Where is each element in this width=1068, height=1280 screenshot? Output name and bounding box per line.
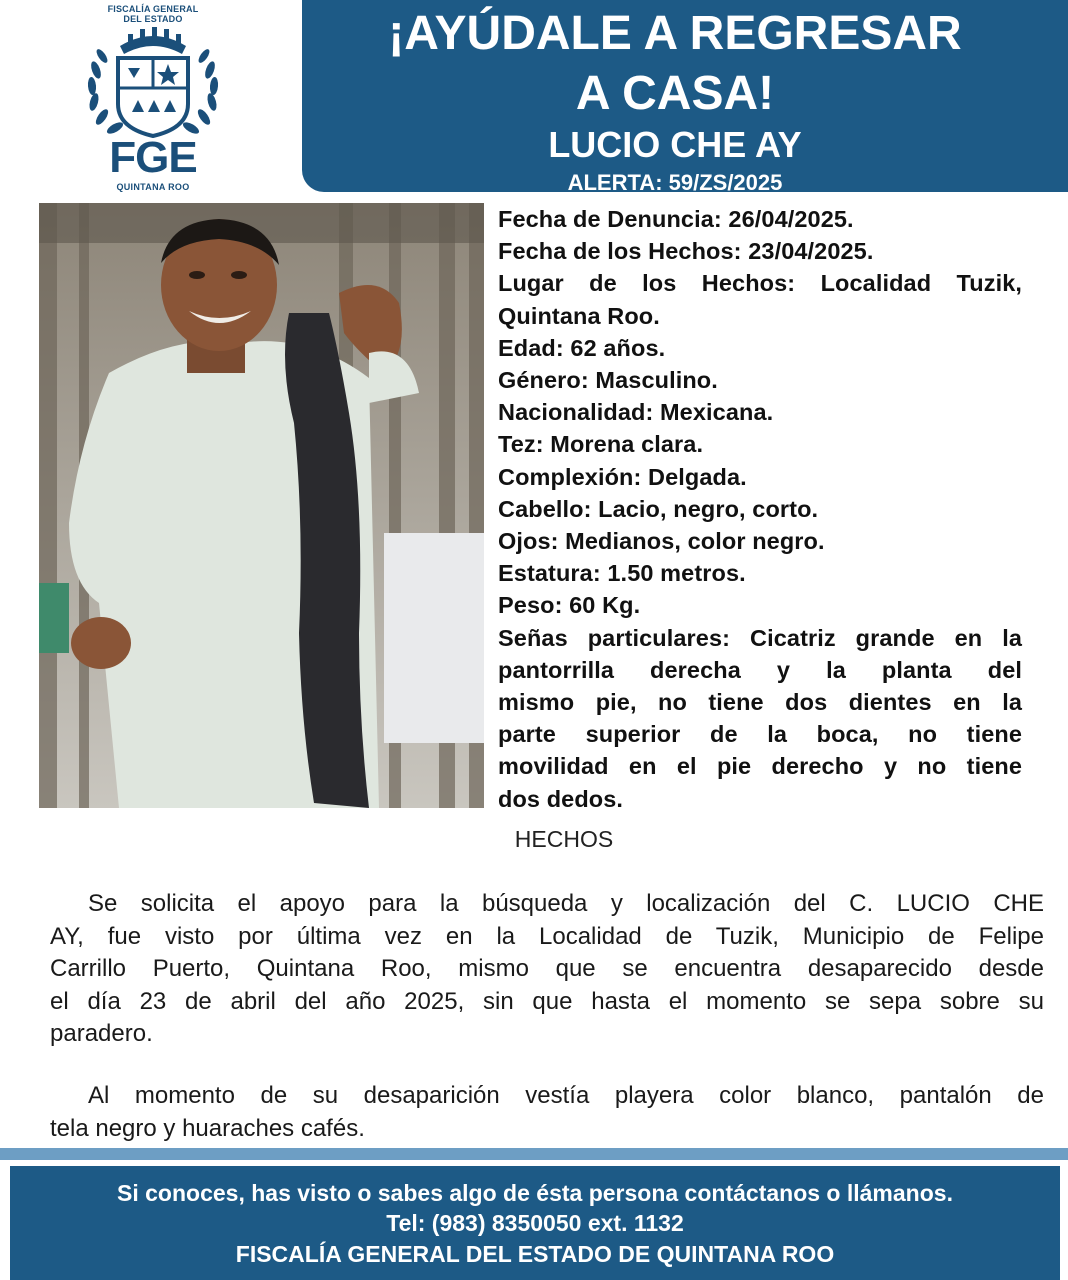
person-details [498, 203, 1022, 815]
missing-person-photo [39, 203, 484, 808]
detail-senas-line3: mismo pie, no tiene dos dientes en la [498, 689, 1022, 716]
logo-top-line1: FISCALÍA GENERAL [107, 4, 199, 14]
detail-fecha-denuncia: Fecha de Denuncia: 26/04/2025. [498, 206, 854, 232]
detail-fecha-hechos: Fecha de los Hechos: 23/04/2025. [498, 238, 874, 265]
fge-logo [62, 0, 244, 196]
detail-peso: Peso: 60 Kg. [498, 592, 641, 619]
detail-senas-line6: dos dedos. [498, 785, 624, 812]
alert-number: ALERTA: 59/ZS/2025 [567, 170, 783, 192]
detail-estatura: Estatura: 1.50 metros. [498, 560, 746, 587]
detail-ojos: Ojos: Medianos, color negro. [498, 528, 825, 555]
hechos-p1-line2: AY, fue visto por última vez en la Localidad de Tuzik, Municipio de Felipe [50, 922, 1044, 950]
missing-person-name: LUCIO CHE AY [548, 124, 802, 165]
footer-call-to-action: Si conoces, has visto o sabes algo de ésta persona contáctanos o llámanos. [117, 1180, 953, 1206]
footer-agency-name: FISCALÍA GENERAL DEL ESTADO DE QUINTANA ROO [235, 1241, 835, 1267]
hechos-p1-line4: el día 23 de abril del año 2025, sin que hasta el momento se sepa sobre su [50, 987, 1044, 1015]
footer-phone: Tel: (983) 8350050 ext. 1132 [386, 1210, 684, 1236]
detail-lugar-line2: Quintana Roo. [498, 302, 660, 329]
detail-tez: Tez: Morena clara. [498, 431, 704, 458]
coat-of-arms-icon [82, 24, 224, 142]
hechos-paragraph-2 [50, 1080, 1044, 1145]
hechos-p1-line3: Carrillo Puerto, Quintana Roo, mismo que se encuentra desaparecido desde [50, 955, 1044, 982]
detail-genero: Género: Masculino. [498, 367, 718, 394]
logo-top-text [62, 4, 244, 24]
detail-lugar-line1: Lugar de los Hechos: Localidad Tuzik, [498, 270, 1022, 297]
detail-senas-line2: pantorrilla derecha y la planta del [498, 656, 1022, 683]
hechos-p1-line5: paradero. [50, 1020, 153, 1047]
hechos-p2-line1: Al momento de su desaparición vestía playera color blanco, pantalón de [88, 1082, 1044, 1109]
detail-complexion: Complexión: Delgada. [498, 463, 747, 490]
header-banner [302, 0, 1068, 192]
logo-top-line2: DEL ESTADO [123, 14, 183, 24]
hechos-p2-line2: tela negro y huaraches cafés. [50, 1114, 365, 1142]
detail-cabello: Cabello: Lacio, negro, corto. [498, 495, 819, 522]
contact-footer [10, 1166, 1060, 1280]
logo-acronym: FGE [109, 133, 197, 182]
headline-line2: A CASA! [575, 67, 775, 120]
detail-senas-line4: parte superior de la boca, no tiene [498, 721, 1022, 748]
hechos-paragraph-1 [50, 888, 1044, 1051]
detail-senas-line5: movilidad en el pie derecho y no tiene [498, 753, 1022, 780]
detail-senas-line1: Señas particulares: Cicatriz grande en la [498, 624, 1022, 651]
logo-bottom-text: QUINTANA ROO [116, 182, 190, 192]
detail-nacionalidad: Nacionalidad: Mexicana. [498, 399, 774, 426]
person-photo-illustration [39, 203, 484, 808]
hechos-p1-line1: Se solicita el apoyo para la búsqueda y localización del C. LUCIO CHE [88, 890, 1044, 917]
headline-line1: ¡AYÚDALE A REGRESAR [388, 7, 962, 60]
hechos-title: HECHOS [514, 826, 614, 852]
footer-divider-strip [0, 1148, 1068, 1160]
detail-edad: Edad: 62 años. [498, 334, 666, 361]
